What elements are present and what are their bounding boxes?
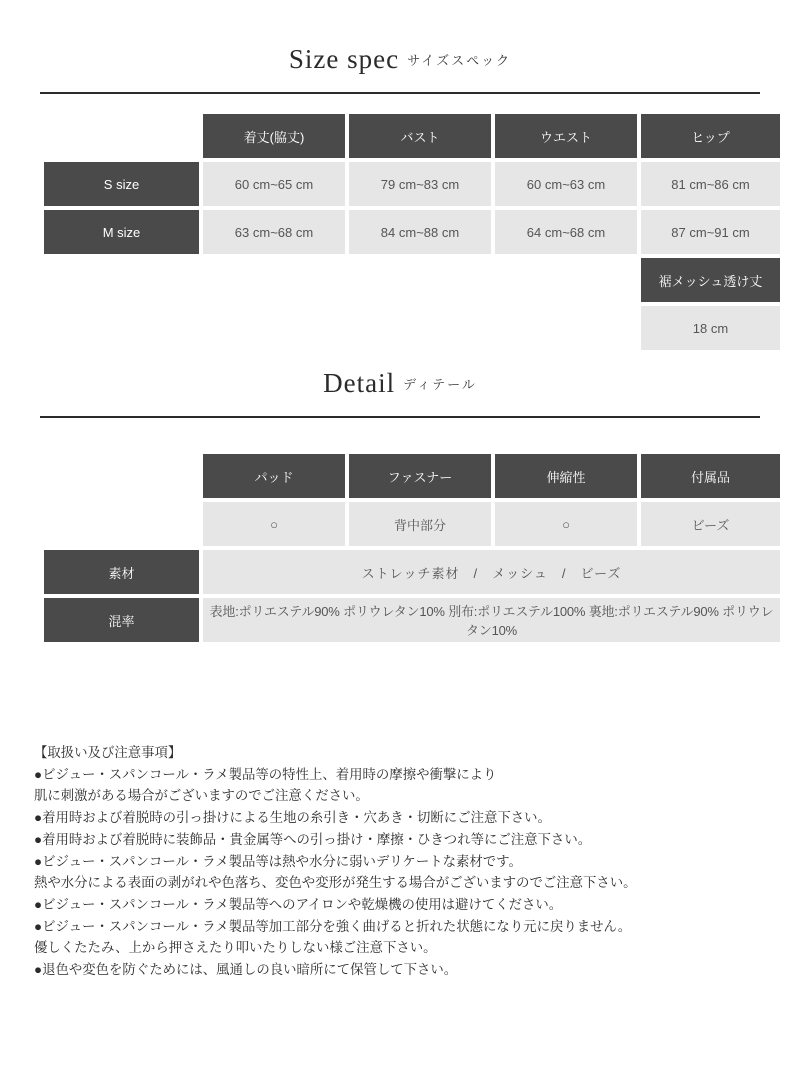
size-spec-divider <box>40 92 760 94</box>
notes-line: ●ビジュー・スパンコール・ラメ製品等は熱や水分に弱いデリケートな素材です。 <box>34 853 522 869</box>
row-header-s-size: S size <box>44 162 199 206</box>
spacer-cell <box>349 258 491 302</box>
cell-m-bust: 84 cm~88 cm <box>349 210 491 254</box>
notes-line: ●着用時および着脱時の引っ掛けによる生地の糸引き・穴あき・切断にご注意下さい。 <box>34 810 551 826</box>
column-header-waist: ウエスト <box>495 114 637 158</box>
cell-mesh-sheer-length: 18 cm <box>641 306 780 350</box>
detail-heading <box>0 354 800 399</box>
table-row <box>44 162 780 206</box>
row-header-m-size: M size <box>44 210 199 254</box>
spacer-cell <box>349 306 491 350</box>
notes-line: 熱や水分による表面の剥がれや色落ち、変色や変形が発生する場合がございますのでご注意下さい。 <box>34 875 637 891</box>
table-row-material <box>44 550 780 594</box>
notes-line: ●ビジュー・スパンコール・ラメ製品等へのアイロンや乾燥機の使用は避けてください。 <box>34 896 563 912</box>
size-spec-title-en: Size spec <box>288 44 400 74</box>
notes-line: 優しくたたみ、上から押さえたり叩いたりしない様ご注意下さい。 <box>34 940 437 956</box>
cell-s-waist: 60 cm~63 cm <box>495 162 637 206</box>
notes-line: ●ビジュー・スパンコール・ラメ製品等加工部分を強く曲げると折れた状態になり元に戻りません。 <box>34 918 632 934</box>
spacer-cell <box>203 306 345 350</box>
cell-accessory: ビーズ <box>641 502 780 546</box>
cell-material-value: ストレッチ素材 / メッシュ / ビーズ <box>203 550 780 594</box>
corner-cell <box>44 454 199 498</box>
size-spec-table <box>40 110 784 354</box>
detail-title-en: Detail <box>323 368 396 398</box>
detail-title-jp: ディテール <box>403 377 477 392</box>
cell-m-hip: 87 cm~91 cm <box>641 210 780 254</box>
column-header-bust: バスト <box>349 114 491 158</box>
table-row-extra-header <box>44 258 780 302</box>
table-row-extra-value <box>44 306 780 350</box>
notes-line: ●ビジュー・スパンコール・ラメ製品等の特性上、着用時の摩擦や衝撃により <box>34 766 497 782</box>
column-header-mesh-sheer-length: 裾メッシュ透け丈 <box>641 258 780 302</box>
row-header-blend: 混率 <box>44 598 199 642</box>
detail-table <box>40 450 784 646</box>
detail-divider <box>40 416 760 418</box>
notes-heading: 【取扱い及び注意事項】 <box>34 745 182 760</box>
table-header-row <box>44 114 780 158</box>
spacer-cell <box>495 258 637 302</box>
row-header-material: 素材 <box>44 550 199 594</box>
table-row <box>44 210 780 254</box>
notes-line: ●退色や変色を防ぐためには、風通しの良い暗所にて保管して下さい。 <box>34 962 458 978</box>
column-header-accessory: 付属品 <box>641 454 780 498</box>
column-header-length: 着丈(脇丈) <box>203 114 345 158</box>
cell-zipper: 背中部分 <box>349 502 491 546</box>
notes-line: ●着用時および着脱時に装飾品・貴金属等への引っ掛け・摩擦・ひきつれ等にご注意下さい。 <box>34 831 592 847</box>
column-header-hip: ヒップ <box>641 114 780 158</box>
size-spec-heading <box>0 0 800 75</box>
cell-s-bust: 79 cm~83 cm <box>349 162 491 206</box>
cell-s-length: 60 cm~65 cm <box>203 162 345 206</box>
table-header-row <box>44 454 780 498</box>
size-spec-title-jp: サイズスペック <box>407 53 512 68</box>
spacer-cell <box>203 258 345 302</box>
cell-blend-value: 表地:ポリエステル90% ポリウレタン10% 別布:ポリエステル100% 裏地:ポリエステル90% ポリウレタン10% <box>203 598 780 642</box>
spacer-cell <box>44 258 199 302</box>
column-header-pad: パッド <box>203 454 345 498</box>
column-header-stretch: 伸縮性 <box>495 454 637 498</box>
spacer-cell <box>44 502 199 546</box>
cell-m-waist: 64 cm~68 cm <box>495 210 637 254</box>
spacer-cell <box>44 306 199 350</box>
column-header-zipper: ファスナー <box>349 454 491 498</box>
table-row-blend <box>44 598 780 642</box>
care-notes <box>34 742 774 981</box>
notes-line: 肌に刺激がある場合がございますのでご注意ください。 <box>34 788 369 804</box>
cell-stretch: ○ <box>495 502 637 546</box>
spacer-cell <box>495 306 637 350</box>
cell-s-hip: 81 cm~86 cm <box>641 162 780 206</box>
cell-m-length: 63 cm~68 cm <box>203 210 345 254</box>
corner-cell <box>44 114 199 158</box>
table-row <box>44 502 780 546</box>
cell-pad: ○ <box>203 502 345 546</box>
